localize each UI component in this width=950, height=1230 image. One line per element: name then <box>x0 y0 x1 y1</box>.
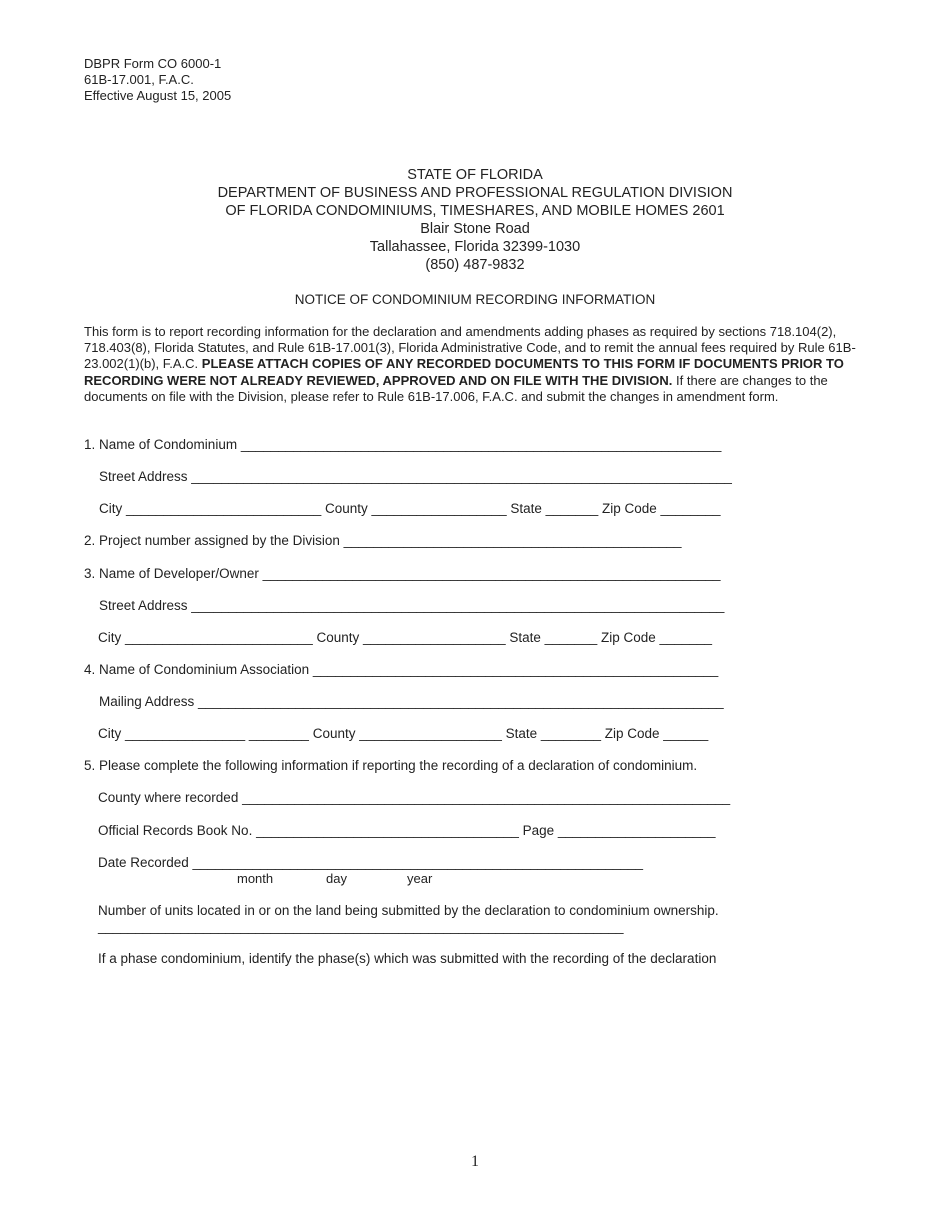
form-id: DBPR Form CO 6000-1 <box>84 56 222 71</box>
developer-city-row[interactable]: City _________________________ County ___________________ State _______ Zip Code _______ <box>98 630 713 645</box>
form-rule: 61B-17.001, F.A.C. <box>84 72 194 87</box>
developer-name-field[interactable]: 3. Name of Developer/Owner _____________________________________________________________ <box>84 566 721 581</box>
units-instruction: Number of units located in or on the land being submitted by the declaration to condominium ownership. <box>98 903 719 918</box>
units-field[interactable]: ______________________________________________________________________ <box>98 919 624 934</box>
developer-street-field[interactable]: Street Address _______________________________________________________________________ <box>99 598 725 613</box>
agency-city: Tallahassee, Florida 32399-1030 <box>369 239 581 255</box>
county-recorded-field[interactable]: County where recorded _________________________________________________________________ <box>98 790 731 805</box>
day-label: day <box>326 871 347 886</box>
phase-instruction: If a phase condominium, identify the phase(s) which was submitted with the recording of the declaration <box>98 951 717 966</box>
association-city-row[interactable]: City ________________ ________ County ___________________ State ________ Zip Code ______ <box>98 726 709 741</box>
association-name-field[interactable]: 4. Name of Condominium Association ______________________________________________________ <box>84 662 719 677</box>
condominium-street-field[interactable]: Street Address ________________________________________________________________________ <box>99 469 732 484</box>
agency-dept-line2: OF FLORIDA CONDOMINIUMS, TIMESHARES, AND MOBILE HOMES 2601 <box>225 203 725 219</box>
condominium-city-row[interactable]: City __________________________ County __________________ State _______ Zip Code ________ <box>99 501 721 516</box>
date-recorded-field[interactable]: Date Recorded ____________________________________________________________ <box>98 855 644 870</box>
year-label: year <box>407 871 433 886</box>
agency-phone: (850) 487-9832 <box>425 257 525 273</box>
intro-text-2: If there are changes to the documents on file with the Division, please refer to Rule 61B-17.006, F.A.C. and submit the changes in amendment form. <box>84 372 828 404</box>
form-effective-date: Effective August 15, 2005 <box>84 88 232 103</box>
form-title: NOTICE OF CONDOMINIUM RECORDING INFORMATION <box>294 292 656 307</box>
association-mailing-field[interactable]: Mailing Address ______________________________________________________________________ <box>99 694 724 709</box>
agency-street: Blair Stone Road <box>420 221 530 237</box>
agency-state: STATE OF FLORIDA <box>407 167 543 183</box>
month-label: month <box>237 871 274 886</box>
intro-text-1: This form is to report recording information for the declaration and amendments adding phases as required by sections 718.104(2), 718.403(8), Florida Statutes, and Rule 61B-17.001(3), Florida Administrative Code, and to remit the annual fees required by Rule 61B-23.002(1)(b), F.A.C. <box>84 324 856 372</box>
intro-bold-text: PLEASE ATTACH COPIES OF ANY RECORDED DOCUMENTS TO THIS FORM IF DOCUMENTS PRIOR TO RECORDING WERE NOT ALREADY REVIEWED, APPROVED AND ON FILE WITH THE DIVISION. <box>84 356 844 388</box>
intro-paragraph <box>84 324 869 405</box>
page-number: 1 <box>471 1153 479 1170</box>
agency-dept-line1: DEPARTMENT OF BUSINESS AND PROFESSIONAL REGULATION DIVISION <box>217 185 733 201</box>
project-number-field[interactable]: 2. Project number assigned by the Division _____________________________________________ <box>84 533 682 548</box>
official-records-row[interactable]: Official Records Book No. ___________________________________ Page _____________________ <box>98 823 716 838</box>
section-5-instruction: 5. Please complete the following information if reporting the recording of a declaration of condominium. <box>84 758 698 773</box>
condominium-name-field[interactable]: 1. Name of Condominium ________________________________________________________________ <box>84 437 722 452</box>
